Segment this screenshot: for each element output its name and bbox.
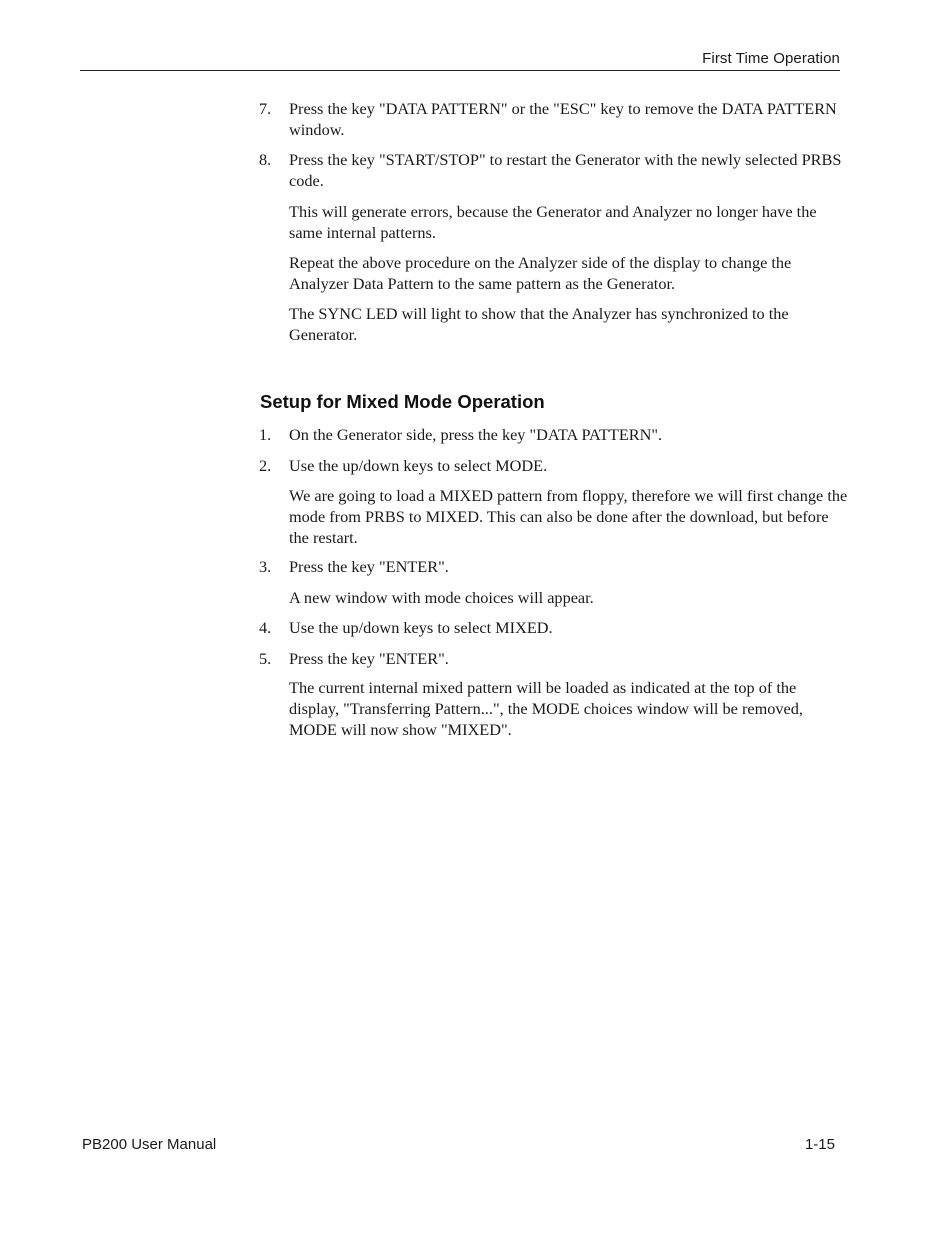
step-number: 7. [259, 99, 272, 118]
note-paragraph: The current internal mixed pattern will be loaded as indicated at the top of the display, "Transferring Pattern...", the MODE choices window will be removed, MODE will now show "MIXED". [289, 678, 803, 739]
note-paragraph: The SYNC LED will light to show that the Analyzer has synchronized to the Generator. [289, 304, 789, 344]
step-number: 4. [259, 618, 272, 637]
step-text: Press the key "DATA PATTERN" or the "ESC" key to remove the DATA PATTERN window. [289, 99, 837, 139]
running-header-title: First Time Operation [702, 50, 840, 67]
step-number: 3. [259, 557, 272, 576]
note-paragraph: A new window with mode choices will appear. [289, 588, 594, 607]
step-number: 5. [259, 649, 272, 668]
step-text: Press the key "ENTER". [289, 649, 449, 668]
note-paragraph: This will generate errors, because the Generator and Analyzer no longer have the same internal patterns. [289, 202, 817, 242]
step-text: Use the up/down keys to select MODE. [289, 456, 548, 475]
step-number: 2. [259, 456, 272, 475]
note-paragraph: Repeat the above procedure on the Analyzer side of the display to change the Analyzer Data Pattern to the same pattern as the Generator. [289, 253, 792, 293]
step-number: 8. [259, 150, 272, 169]
footer-page-number: 1-15 [804, 1136, 835, 1153]
header-rule [80, 70, 840, 71]
footer-manual-name: PB200 User Manual [82, 1136, 217, 1153]
step-text: Use the up/down keys to select MIXED. [289, 618, 553, 637]
step-text: On the Generator side, press the key "DATA PATTERN". [289, 425, 663, 444]
note-paragraph: We are going to load a MIXED pattern from floppy, therefore we will first change the mode from PRBS to MIXED. This can also be done after the download, but before the restart. [289, 486, 848, 547]
step-number: 1. [259, 425, 272, 444]
step-text: Press the key "START/STOP" to restart the Generator with the newly selected PRBS code. [289, 150, 842, 190]
step-text: Press the key "ENTER". [289, 557, 449, 576]
section-heading: Setup for Mixed Mode Operation [260, 391, 545, 412]
